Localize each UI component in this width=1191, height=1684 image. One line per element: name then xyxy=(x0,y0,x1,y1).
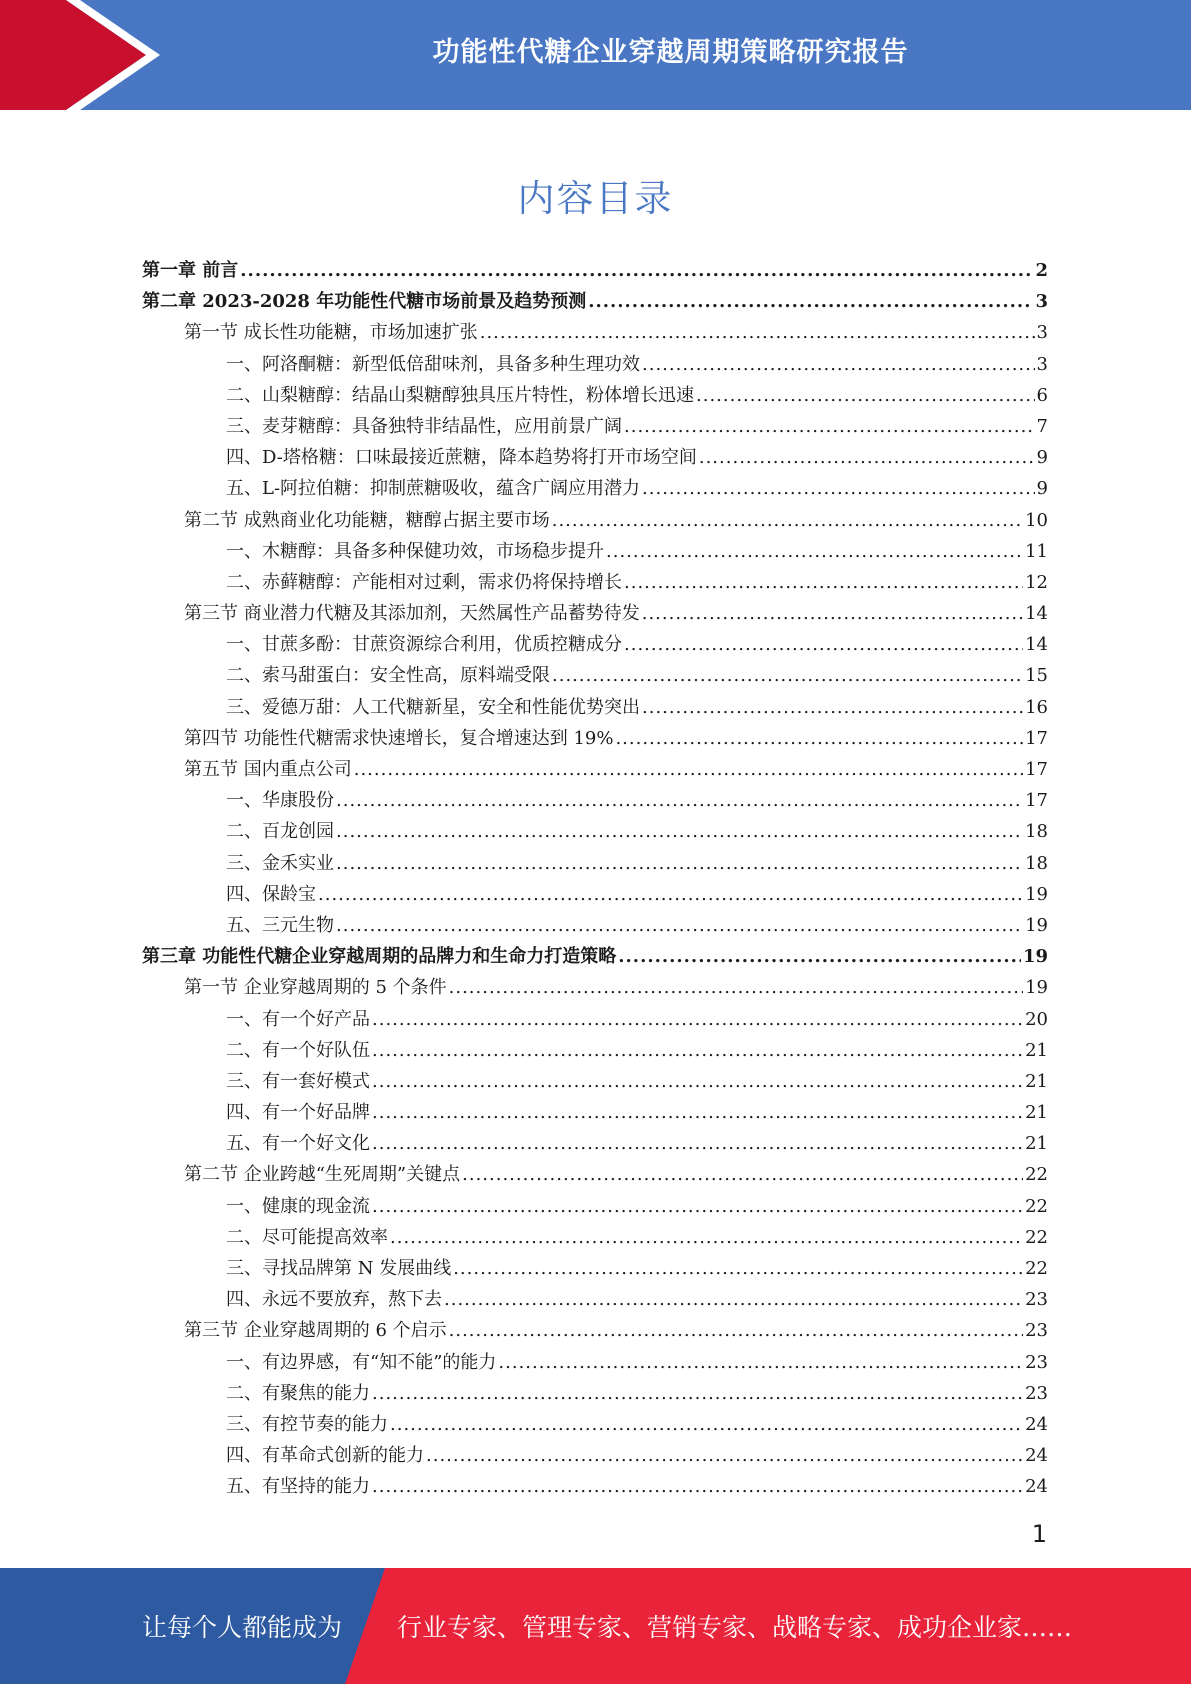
toc-entry-label: 三、寻找品牌第 N 发展曲线 xyxy=(226,1258,452,1279)
toc-leader-dots xyxy=(552,505,1023,536)
toc-entry[interactable] xyxy=(142,629,1048,660)
toc-entry-page: 19 xyxy=(1025,977,1048,999)
toc-leader-dots xyxy=(336,816,1023,847)
toc-leader-dots xyxy=(449,1315,1023,1346)
toc-entry-page: 23 xyxy=(1025,1351,1048,1373)
toc-entry-label: 四、永远不要放弃，熬下去 xyxy=(226,1289,442,1311)
toc-entry-page: 11 xyxy=(1025,540,1048,562)
toc-entry-page: 22 xyxy=(1025,1226,1048,1248)
toc-leader-dots xyxy=(372,1128,1023,1159)
toc-entry-label: 五、L-阿拉伯糖：抑制蔗糖吸收，蕴含广阔应用潜力 xyxy=(226,478,641,500)
toc-leader-dots xyxy=(336,910,1023,941)
page-header xyxy=(0,0,1191,110)
toc-entry[interactable] xyxy=(142,255,1048,286)
footer-slogan-left: 让每个人都能成为 xyxy=(142,1613,343,1642)
toc-entry-page: 22 xyxy=(1025,1164,1048,1186)
toc-entry[interactable] xyxy=(142,910,1048,941)
toc-leader-dots xyxy=(372,1066,1023,1097)
toc-leader-dots xyxy=(453,1253,1023,1284)
page-number: 1 xyxy=(1031,1520,1047,1548)
toc-entry[interactable] xyxy=(142,1284,1048,1315)
toc-entry-label: 第三节 商业潜力代糖及其添加剂，天然属性产品蓄势待发 xyxy=(184,603,640,625)
toc-leader-dots xyxy=(552,660,1023,691)
toc-entry-page: 23 xyxy=(1025,1382,1048,1404)
toc-entry[interactable] xyxy=(142,567,1048,598)
table-of-contents xyxy=(142,255,1048,1503)
toc-entry-page: 19 xyxy=(1025,883,1048,905)
toc-entry-page: 23 xyxy=(1025,1320,1048,1342)
toc-entry-label: 二、山梨糖醇：结晶山梨糖醇独具压片特性，粉体增长迅速 xyxy=(226,384,694,406)
toc-entry-label: 三、有一套好模式 xyxy=(226,1070,370,1092)
toc-leader-dots xyxy=(426,1440,1023,1471)
toc-leader-dots xyxy=(699,442,1035,473)
toc-entry-label: 第二节 成熟商业化功能糖，糖醇占据主要市场 xyxy=(184,509,550,531)
toc-entry-page: 19 xyxy=(1025,914,1048,936)
toc-entry-label: 二、有聚焦的能力 xyxy=(226,1382,370,1404)
toc-entry[interactable] xyxy=(142,754,1048,785)
toc-entry-page: 2 xyxy=(1035,260,1048,281)
toc-entry-label: 三、金禾实业 xyxy=(226,852,334,874)
toc-entry[interactable] xyxy=(142,972,1048,1003)
toc-entry[interactable] xyxy=(142,286,1048,317)
toc-entry-label: 四、D-塔格糖：口味最接近蔗糖，降本趋势将打开市场空间 xyxy=(226,447,697,469)
toc-entry-label: 第三章 功能性代糖企业穿越周期的品牌力和生命力打造策略 xyxy=(142,946,617,968)
toc-leader-dots xyxy=(588,286,1033,317)
toc-entry-page: 19 xyxy=(1022,946,1048,968)
toc-entry-page: 12 xyxy=(1025,571,1048,593)
toc-entry[interactable] xyxy=(142,879,1048,910)
toc-entry[interactable] xyxy=(142,660,1048,691)
toc-entry[interactable] xyxy=(142,473,1048,504)
toc-entry-page: 14 xyxy=(1025,603,1048,625)
toc-leader-dots xyxy=(480,317,1035,348)
toc-entry[interactable] xyxy=(142,692,1048,723)
toc-entry-label: 第四节 功能性代糖需求快速增长，复合增速达到 19% xyxy=(184,727,614,749)
toc-leader-dots xyxy=(372,1097,1023,1128)
toc-entry-page: 24 xyxy=(1025,1413,1048,1435)
footer-slogan-right: 行业专家、管理专家、营销专家、战略专家、成功企业家…… xyxy=(397,1613,1073,1642)
toc-entry[interactable] xyxy=(142,1097,1048,1128)
toc-leader-dots xyxy=(336,785,1023,816)
toc-leader-dots xyxy=(624,411,1035,442)
toc-entry-label: 二、有一个好队伍 xyxy=(226,1039,370,1061)
toc-entry[interactable] xyxy=(142,442,1048,473)
toc-entry-label: 一、有边界感，有“知不能”的能力 xyxy=(226,1351,497,1373)
toc-leader-dots xyxy=(624,629,1023,660)
toc-entry[interactable] xyxy=(142,723,1048,754)
report-title: 功能性代糖企业穿越周期策略研究报告 xyxy=(432,37,909,68)
toc-entry[interactable] xyxy=(142,1128,1048,1159)
toc-entry-label: 第一章 前言 xyxy=(142,260,239,281)
toc-entry-page: 17 xyxy=(1025,727,1048,749)
toc-entry-label: 二、尽可能提高效率 xyxy=(226,1226,388,1248)
toc-entry-label: 五、有坚持的能力 xyxy=(226,1476,370,1498)
toc-leader-dots xyxy=(449,972,1023,1003)
toc-entry-label: 第二节 企业跨越“生死周期”关键点 xyxy=(184,1164,461,1186)
toc-entry[interactable] xyxy=(142,848,1048,879)
toc-entry-page: 17 xyxy=(1025,790,1048,812)
toc-entry-label: 三、爱德万甜：人工代糖新星，安全和性能优势突出 xyxy=(226,696,640,718)
toc-heading: 内容目录 xyxy=(517,177,674,220)
toc-entry-page: 10 xyxy=(1025,509,1048,531)
toc-entry-label: 四、保龄宝 xyxy=(226,883,316,905)
toc-leader-dots xyxy=(642,692,1023,723)
toc-leader-dots xyxy=(390,1222,1023,1253)
toc-entry-label: 二、百龙创园 xyxy=(226,821,334,843)
toc-entry-page: 23 xyxy=(1025,1289,1048,1311)
toc-leader-dots xyxy=(696,380,1035,411)
toc-leader-dots xyxy=(372,1471,1023,1502)
toc-entry[interactable] xyxy=(142,785,1048,816)
toc-entry-label: 第一节 企业穿越周期的 5 个条件 xyxy=(184,977,447,999)
toc-entry[interactable] xyxy=(142,1222,1048,1253)
toc-entry-label: 二、赤藓糖醇：产能相对过剩，需求仍将保持增长 xyxy=(226,571,622,593)
toc-entry[interactable] xyxy=(142,1004,1048,1035)
toc-entry-label: 一、甘蔗多酚：甘蔗资源综合利用，优质控糖成分 xyxy=(226,634,622,656)
toc-entry-page: 24 xyxy=(1025,1476,1048,1498)
toc-entry-page: 3 xyxy=(1035,291,1048,313)
toc-leader-dots xyxy=(372,1378,1023,1409)
toc-entry-page: 22 xyxy=(1025,1258,1048,1279)
toc-leader-dots xyxy=(618,941,1021,972)
toc-entry[interactable] xyxy=(142,1347,1048,1378)
toc-entry[interactable] xyxy=(142,1035,1048,1066)
toc-leader-dots xyxy=(390,1409,1023,1440)
toc-leader-dots xyxy=(372,1191,1023,1222)
toc-entry-label: 一、木糖醇：具备多种保健功效，市场稳步提升 xyxy=(226,540,604,562)
toc-entry-page: 22 xyxy=(1025,1195,1048,1217)
toc-entry[interactable] xyxy=(142,1191,1048,1222)
toc-entry[interactable] xyxy=(142,1409,1048,1440)
toc-entry-page: 6 xyxy=(1036,384,1048,406)
toc-leader-dots xyxy=(642,349,1035,380)
toc-leader-dots xyxy=(354,754,1023,785)
toc-entry-page: 21 xyxy=(1025,1070,1048,1092)
toc-leader-dots xyxy=(240,255,1033,286)
toc-leader-dots xyxy=(615,723,1023,754)
toc-entry-page: 18 xyxy=(1025,821,1048,843)
toc-leader-dots xyxy=(624,567,1023,598)
toc-entry-label: 五、三元生物 xyxy=(226,914,334,936)
toc-entry[interactable] xyxy=(142,317,1048,348)
toc-leader-dots xyxy=(606,536,1023,567)
toc-entry-label: 二、索马甜蛋白：安全性高，原料端受限 xyxy=(226,665,550,687)
toc-entry-page: 15 xyxy=(1025,665,1048,687)
toc-entry[interactable] xyxy=(142,380,1048,411)
toc-entry[interactable] xyxy=(142,816,1048,847)
toc-entry[interactable] xyxy=(142,1159,1048,1190)
toc-entry[interactable] xyxy=(142,1315,1048,1346)
toc-entry-label: 一、阿洛酮糖：新型低倍甜味剂，具备多种生理功效 xyxy=(226,353,640,375)
toc-entry[interactable] xyxy=(142,505,1048,536)
toc-entry[interactable] xyxy=(142,1471,1048,1502)
toc-entry-page: 21 xyxy=(1025,1039,1048,1061)
toc-leader-dots xyxy=(372,1035,1023,1066)
toc-entry-page: 17 xyxy=(1025,759,1048,780)
toc-entry-page: 9 xyxy=(1036,478,1048,500)
toc-entry-label: 一、健康的现金流 xyxy=(226,1195,370,1217)
toc-entry-label: 一、华康股份 xyxy=(226,790,334,812)
toc-entry-label: 第五节 国内重点公司 xyxy=(184,759,352,780)
toc-entry-page: 21 xyxy=(1025,1133,1048,1155)
toc-entry-page: 14 xyxy=(1025,634,1048,656)
toc-leader-dots xyxy=(498,1347,1023,1378)
toc-leader-dots xyxy=(642,473,1035,504)
toc-leader-dots xyxy=(318,879,1023,910)
toc-entry-page: 7 xyxy=(1036,415,1048,437)
toc-entry-page: 21 xyxy=(1025,1102,1048,1124)
toc-entry[interactable] xyxy=(142,411,1048,442)
toc-entry-label: 五、有一个好文化 xyxy=(226,1133,370,1155)
toc-entry-label: 第一节 成长性功能糖，市场加速扩张 xyxy=(184,322,478,344)
toc-entry[interactable] xyxy=(142,536,1048,567)
toc-leader-dots xyxy=(642,598,1023,629)
toc-entry-page: 18 xyxy=(1025,852,1048,874)
toc-entry-label: 三、麦芽糖醇：具备独特非结晶性，应用前景广阔 xyxy=(226,415,622,437)
toc-entry-page: 3 xyxy=(1036,322,1048,344)
toc-entry-label: 四、有一个好品牌 xyxy=(226,1102,370,1124)
toc-entry[interactable] xyxy=(142,598,1048,629)
toc-leader-dots xyxy=(444,1284,1023,1315)
toc-leader-dots xyxy=(372,1004,1023,1035)
toc-entry-label: 四、有革命式创新的能力 xyxy=(226,1445,424,1467)
toc-entry-label: 第二章 2023-2028 年功能性代糖市场前景及趋势预测 xyxy=(142,291,587,313)
toc-entry[interactable] xyxy=(142,1378,1048,1409)
toc-entry-page: 20 xyxy=(1025,1008,1048,1030)
toc-entry-page: 16 xyxy=(1025,696,1048,718)
toc-entry[interactable] xyxy=(142,941,1048,972)
page-footer xyxy=(0,1568,1191,1684)
toc-entry-label: 第三节 企业穿越周期的 6 个启示 xyxy=(184,1320,447,1342)
toc-entry-page: 24 xyxy=(1025,1445,1048,1467)
toc-entry-label: 三、有控节奏的能力 xyxy=(226,1413,388,1435)
toc-leader-dots xyxy=(462,1159,1023,1190)
toc-entry-page: 9 xyxy=(1036,447,1048,469)
toc-entry[interactable] xyxy=(142,1066,1048,1097)
toc-leader-dots xyxy=(336,848,1023,879)
toc-entry-page: 3 xyxy=(1036,353,1048,375)
toc-entry[interactable] xyxy=(142,1440,1048,1471)
toc-entry[interactable] xyxy=(142,349,1048,380)
toc-entry[interactable] xyxy=(142,1253,1048,1284)
toc-entry-label: 一、有一个好产品 xyxy=(226,1008,370,1030)
